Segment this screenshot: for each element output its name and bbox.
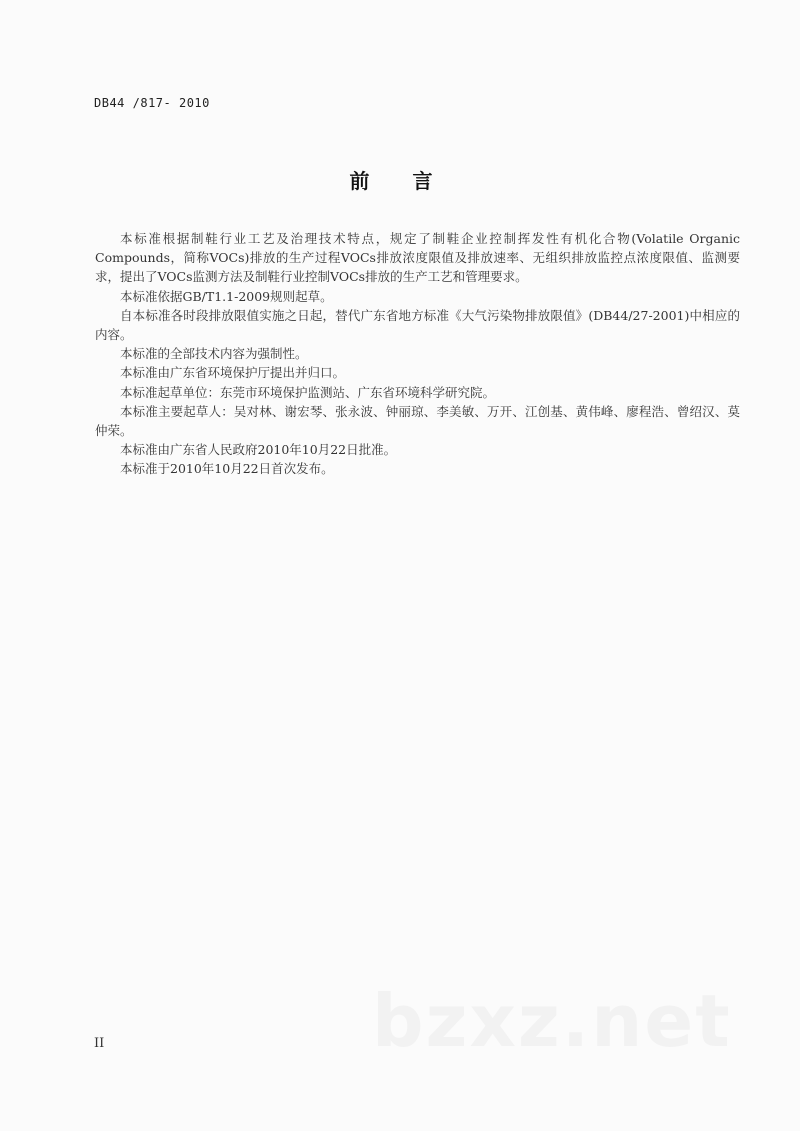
- paragraph-proposer: 本标准由广东省环境保护厅提出并归口。: [120, 365, 346, 381]
- page-number: II: [94, 1036, 105, 1051]
- paragraph-drafters: 本标准主要起草人：吴对林、谢宏琴、张永波、钟丽琼、李美敏、万开、江创基、黄伟峰、廖程浩、曾绍汉、莫仲荣。: [95, 403, 740, 439]
- paragraph-drafting-units: 本标准起草单位：东莞市环境保护监测站、广东省环境科学研究院。: [120, 384, 496, 400]
- watermark-logo: bzxz.net: [372, 979, 732, 1063]
- page-title: 前 言: [349, 169, 451, 193]
- document-code: DB44 /817- 2010: [94, 96, 210, 110]
- paragraph-release: 本标准于2010年10月22日首次发布。: [120, 461, 334, 477]
- paragraph-approval: 本标准由广东省人民政府2010年10月22日批准。: [120, 442, 397, 458]
- paragraph-scope: 本标准根据制鞋行业工艺及治理技术特点，规定了制鞋企业控制挥发性有机化合物(Volatile Organic Compounds，简称VOCs)排放的生产过程VOCs排放浓度限值及排放速率、无组织排放监控点浓度限值、监测要求，提出了VOCs监测方法及制鞋行业控制VOCs排放的生产工艺和管理要求。: [95, 231, 740, 285]
- paragraph-mandatory: 本标准的全部技术内容为强制性。: [120, 346, 308, 362]
- foreword-body: [95, 229, 740, 479]
- paragraph-replacement: 自本标准各时段排放限值实施之日起，替代广东省地方标准《大气污染物排放限值》(DB44/27-2001)中相应的内容。: [95, 307, 740, 343]
- paragraph-drafting-rules: 本标准依据GB/T1.1-2009规则起草。: [120, 288, 333, 304]
